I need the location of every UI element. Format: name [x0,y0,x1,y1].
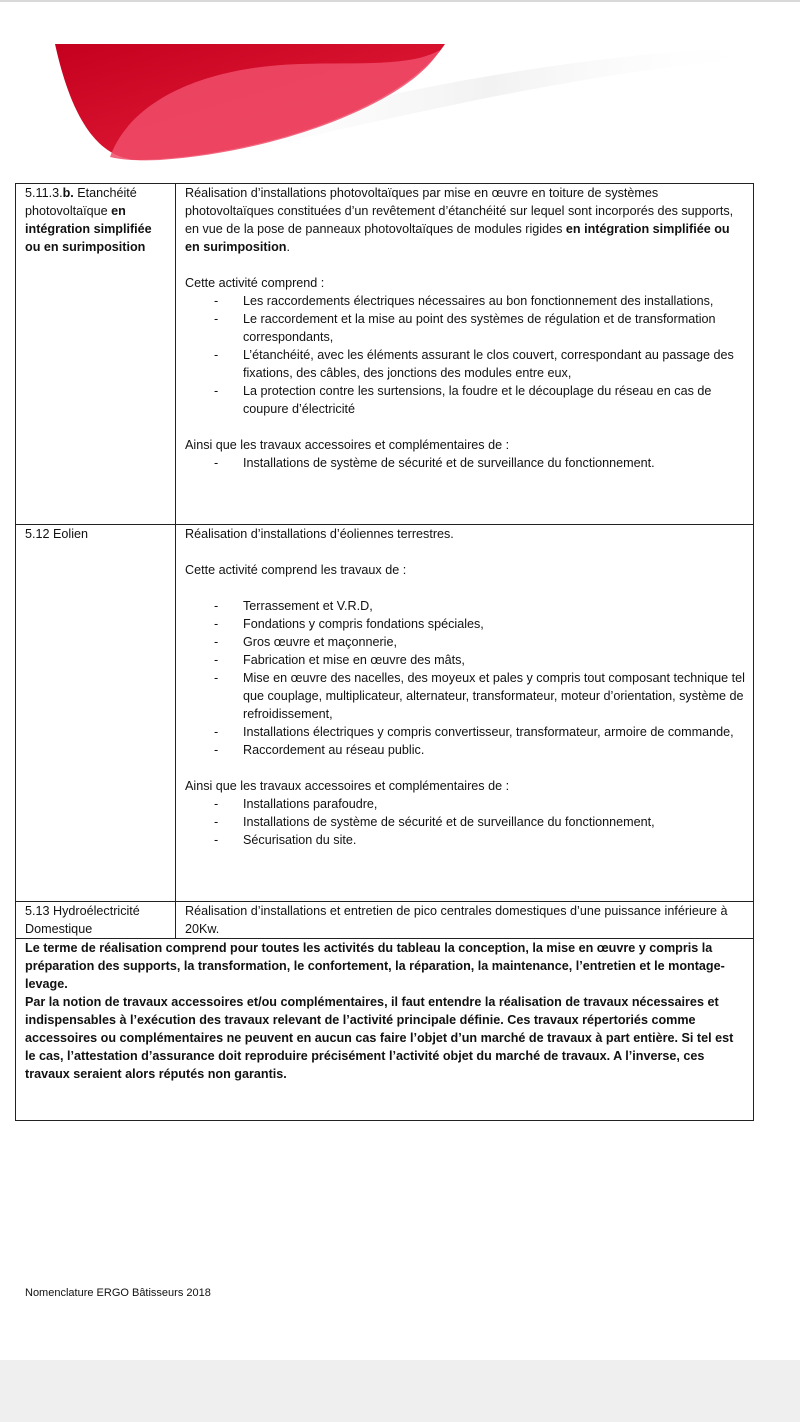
table-row [16,184,754,525]
comprises-label: Cette activité comprend : [185,276,325,290]
list-item: - Raccordement au réseau public. [243,741,745,759]
general-note-cell [16,939,754,1121]
accessory-items-list [185,454,745,472]
activity-title-plain: Etanchéité photovoltaïque [25,186,137,218]
list-item: - Le raccordement et la mise au point des systèmes de régulation et de transformation correspondants, [243,310,745,346]
activity-description-cell: Réalisation d’installations et entretien de pico centrales domestiques d’une puissance inférieure à 20Kw. [176,902,754,939]
list-item: - Sécurisation du site. [243,831,745,849]
activity-title-bold: en intégration simplifiée ou en surimposition [25,204,152,254]
viewer-bottom-area [0,1360,800,1422]
list-item: - Fondations y compris fondations spéciales, [243,615,745,633]
activity-description-cell [176,184,754,525]
activity-code-prefix: 5.11.3. [25,186,63,200]
activity-items-list [185,292,745,418]
list-item: - Installations de système de sécurité et de surveillance du fonctionnement. [243,454,745,472]
accessory-items-list [185,795,745,849]
list-item: - Installations de système de sécurité et de surveillance du fonctionnement, [243,813,745,831]
list-item: - Mise en œuvre des nacelles, des moyeux et pales y compris tout composant technique tel que couplage, multiplicateur, alternateur, transformateur, moteur d’orientation, système de refroidissement, [243,669,745,723]
accessory-label: Ainsi que les travaux accessoires et complémentaires de : [185,438,510,452]
list-item: - Fabrication et mise en œuvre des mâts, [243,651,745,669]
header-banner-graphic [0,42,800,172]
list-item: - Terrassement et V.R.D, [243,597,745,615]
list-item: - Les raccordements électriques nécessaires au bon fonctionnement des installations, [243,292,745,310]
activities-table [15,183,754,1121]
table-row [16,525,754,902]
activity-intro: Réalisation d’installations d’éoliennes terrestres. [185,527,454,541]
note-paragraph: Le terme de réalisation comprend pour toutes les activités du tableau la conception, la mise en œuvre y compris la préparation des supports, la transformation, le confortement, la réparation, la maintenance, l’entretien et le montage-levage. [25,941,725,991]
table-row [16,939,754,1121]
activity-code-cell: 5.12 Eolien [16,525,176,902]
activity-code-cell: 5.13 Hydroélectricité Domestique [16,902,176,939]
list-item: - Installations parafoudre, [243,795,745,813]
activity-code-cell [16,184,176,525]
list-item: - La protection contre les surtensions, la foudre et le découplage du réseau en cas de coupure d’électricité [243,382,745,418]
list-item: - Installations électriques y compris convertisseur, transformateur, armoire de commande, [243,723,745,741]
list-item: - Gros œuvre et maçonnerie, [243,633,745,651]
document-page [0,2,800,1360]
note-paragraph: Par la notion de travaux accessoires et/ou complémentaires, il faut entendre la réalisation de travaux nécessaires et indispensables à l’exécution des travaux relevant de l’activité principale définie. Ces travaux répertoriés comme accessoires ou complémentaires ne peuvent en aucun cas faire l’objet d’un marché de travaux à part entière. Si tel est le cas, l’attestation d’assurance doit reproduire précisément l’activité objet du marché de travaux. A l’inverse, ces travaux seraient alors réputés non garantis. [25,995,734,1081]
table-row [16,902,754,939]
list-item: - L’étanchéité, avec les éléments assurant le clos couvert, correspondant au passage des fixations, des câbles, des jonctions des modules entre eux, [243,346,745,382]
activity-intro: Réalisation d’installations photovoltaïques par mise en œuvre en toiture de systèmes photovoltaïques constituées d’un revêtement d’étanchéité sur lequel sont incorporés des supports, en vue de la pose de panneaux photovoltaïques de modules rigides en intégration simplifiée ou en surimposition. [185,186,734,254]
comprises-label: Cette activité comprend les travaux de : [185,563,407,577]
accessory-label: Ainsi que les travaux accessoires et complémentaires de : [185,779,510,793]
activity-items-list [185,597,745,759]
activity-code-letter: b. [62,186,74,200]
page-footer: Nomenclature ERGO Bâtisseurs 2018 [25,1287,211,1299]
activity-description-cell [176,525,754,902]
